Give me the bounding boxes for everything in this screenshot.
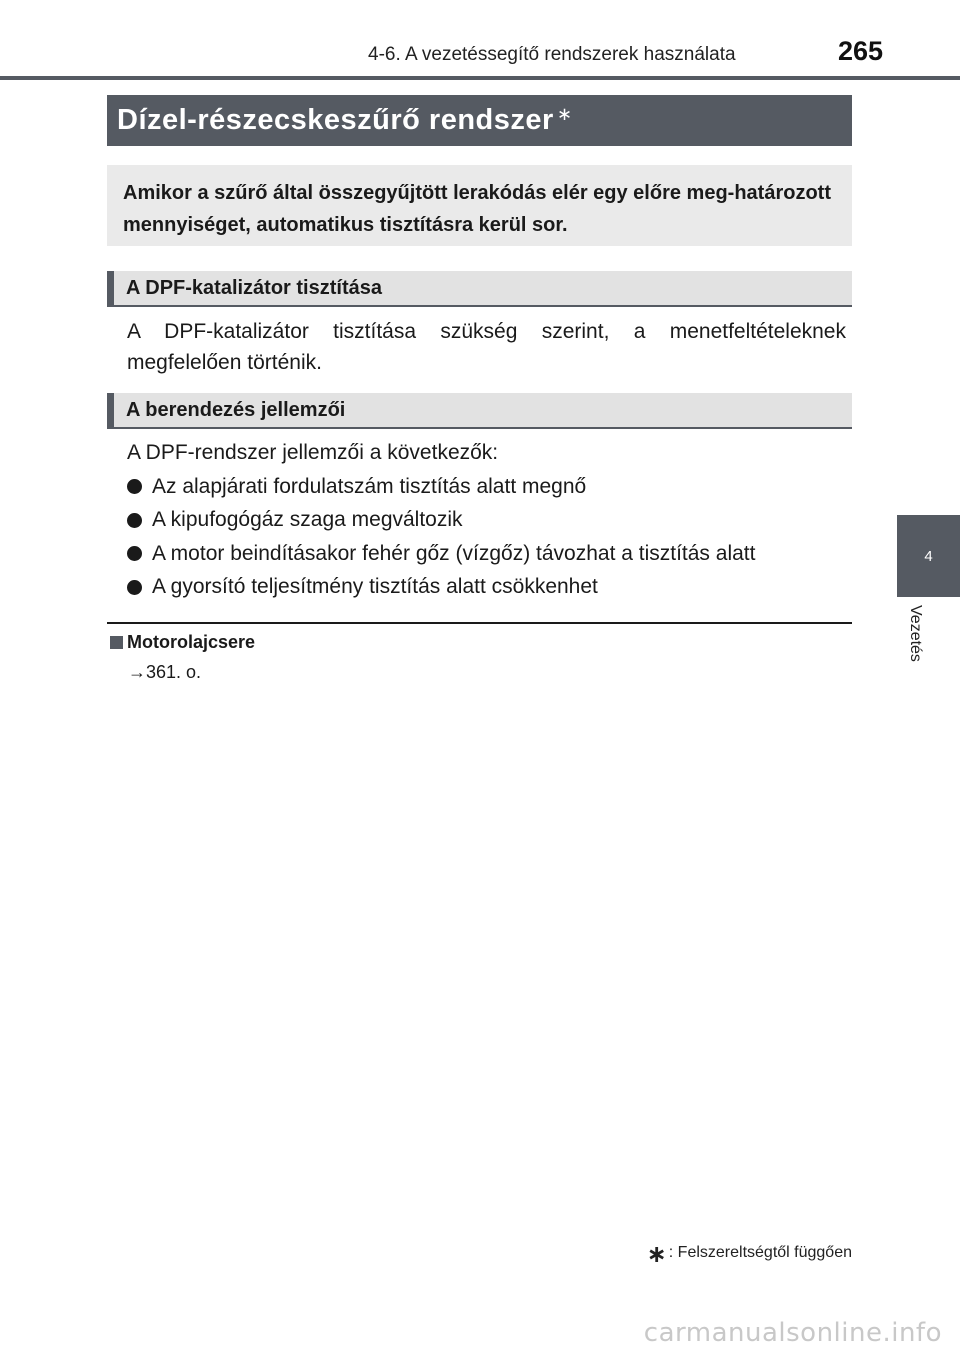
feature-list <box>127 470 852 604</box>
intro-summary: Amikor a szűrő által összegyűjtött lerakódás elér egy előre meg-határozott mennyiséget, automatikus tisztításra kerül sor. <box>107 165 852 246</box>
chapter-label: Vezetés <box>907 605 924 662</box>
bullet-icon <box>127 546 142 561</box>
title-asterisk: ∗ <box>556 104 573 124</box>
page-reference-link[interactable]: →361. o. <box>128 662 202 682</box>
bullet-icon <box>127 580 142 595</box>
section-body-dpf-cleaning: A DPF-katalizátor tisztítása szükség szerint, a menetfeltételeknek megfelelően történik. <box>127 320 846 374</box>
chapter-tab[interactable]: 4 <box>897 515 960 597</box>
note-heading-text: Motorolajcsere <box>127 632 256 652</box>
asterisk-icon: ∗ <box>646 1241 667 1268</box>
section-heading-dpf-cleaning: A DPF-katalizátor tisztítása <box>107 271 852 307</box>
page-title-text: Dízel-részecskeszűrő rendszer <box>117 104 554 136</box>
watermark: carmanualsonline.info <box>643 1318 942 1348</box>
list-item: A gyorsító teljesítmény tisztítás alatt csökkenhet <box>127 571 852 605</box>
bullet-icon <box>127 513 142 528</box>
bullet-icon <box>127 479 142 494</box>
section-features-intro: A DPF-rendszer jellemzői a következők: <box>127 441 499 464</box>
list-item: A motor beindításakor fehér gőz (vízgőz) távozhat a tisztítás alatt <box>127 537 852 571</box>
section-divider <box>107 622 852 624</box>
running-header: 4-6. A vezetéssegítő rendszerek használata <box>368 44 736 65</box>
square-bullet-icon <box>110 636 123 649</box>
page-number: 265 <box>838 36 884 66</box>
footnote <box>647 1238 852 1267</box>
section-heading-features: A berendezés jellemzői <box>107 393 852 429</box>
footnote-text: : Felszereltségtől függően <box>668 1243 852 1261</box>
header-divider <box>0 76 960 80</box>
list-item: Az alapjárati fordulatszám tisztítás alatt megnő <box>127 470 852 504</box>
page-title <box>107 95 852 146</box>
list-item: A kipufogógáz szaga megváltozik <box>127 504 852 538</box>
note-heading <box>110 632 255 653</box>
